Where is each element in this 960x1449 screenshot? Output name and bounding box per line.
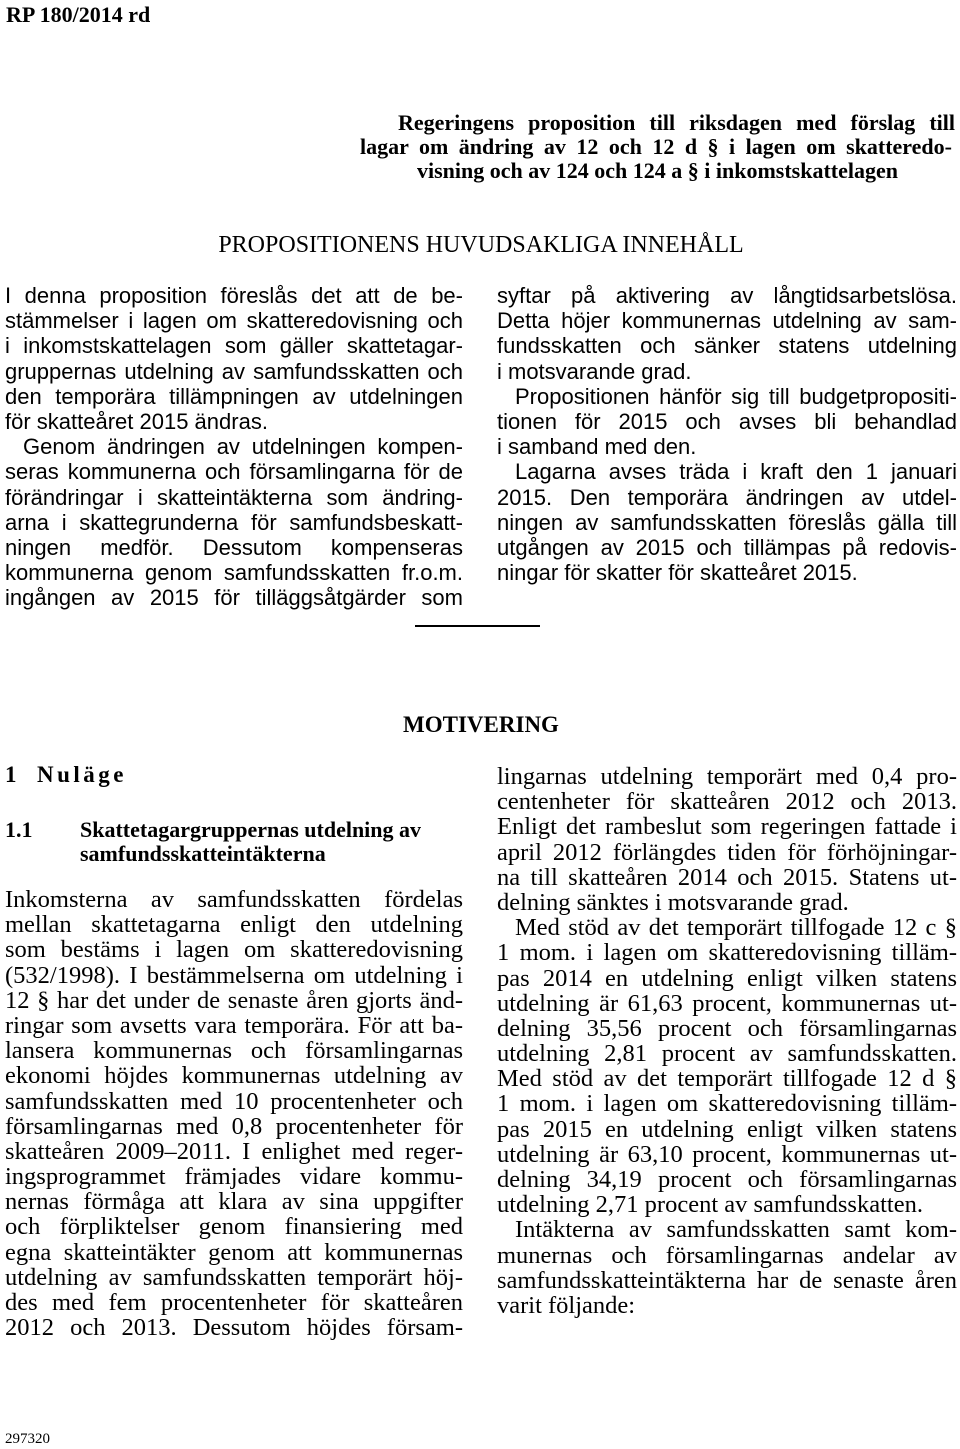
text-line: utgången av 2015 och tillämpas på redovis-	[497, 534, 957, 560]
paragraph	[497, 384, 957, 460]
text-line: samfundsskatteintäkterna har de senaste åren	[497, 1266, 957, 1294]
text-line: stämmelser i lagen om skatteredovisning och	[5, 308, 463, 334]
text-line: lansera kommunernas och församlingarnas	[5, 1037, 463, 1065]
text-line: Detta höjer kommunernas utdelning av sam-	[497, 308, 957, 334]
text-line: 2015. Den temporära ändringen av utdel-	[497, 484, 957, 510]
text-line: des med fem procentenheter för skatteåren	[5, 1289, 463, 1316]
paragraph	[497, 915, 957, 1217]
text-line: Lagarna avses träda i kraft den 1 januari	[515, 459, 957, 485]
text-line: Enligt det rambeslut som regeringen fattade i	[497, 813, 957, 841]
text-line: delning sänktes i motsvarande grad.	[497, 888, 849, 916]
motivation-right-column	[497, 764, 957, 1318]
text-line: 1 mom. i lagen om skatteredovisning tilläm-	[497, 939, 957, 967]
text-line: mellan skattetagarna enligt den utdelning	[5, 911, 463, 939]
text-line: syftar på aktivering av långtidsarbetslösa.	[497, 283, 957, 308]
text-line: I denna proposition föreslås det att de be-	[5, 283, 463, 308]
section-number: 1	[5, 762, 17, 787]
text-line: i samband med den.	[497, 434, 697, 460]
motivation-left-column	[5, 887, 463, 1340]
text-line: seras kommunerna och församlingarna för de	[5, 459, 463, 485]
text-line: kommunerna genom samfundsskatten fr.o.m.	[5, 560, 463, 586]
text-line: utdelning av samfundsskatten temporärt höj-	[5, 1263, 463, 1291]
text-line: förändringar i skatteintäkterna som ändring-	[5, 484, 463, 510]
text-line: arna i skattegrunderna för samfundsbeskatt-	[5, 509, 463, 535]
text-line: ningar för skatter för skatteåret 2015.	[497, 560, 858, 586]
text-line: varit följande:	[497, 1291, 636, 1319]
text-line: för skatteåret 2015 ändras.	[5, 408, 268, 434]
text-line: pas 2014 en utdelning enligt vilken statens	[497, 964, 957, 992]
text-line: 12 § har det under de senaste åren gjorts änd-	[5, 986, 463, 1014]
text-line: 2012 och 2013. Dessutom höjdes försam-	[5, 1314, 463, 1342]
text-line: utdelning är 63,10 procent, kommunernas ut-	[497, 1140, 957, 1168]
paragraph	[5, 283, 463, 434]
text-line: gruppernas utdelning av samfundsskatten och	[5, 358, 463, 384]
text-line: 1 mom. i lagen om skatteredovisning tilläm-	[497, 1090, 957, 1118]
text-line: ningen medför. Dessutom kompenseras	[5, 534, 463, 560]
text-line: Genom ändringen av utdelningen kompen-	[23, 434, 463, 460]
text-line: delning 34,19 procent och församlingarnas	[497, 1166, 957, 1193]
text-line: i inkomstskattelagen som gäller skattetagar-	[5, 333, 463, 359]
text-line: egna skatteintäkter genom att kommunernas	[5, 1238, 463, 1266]
text-line: utdelning 2,71 procent av samfundsskatten.	[497, 1191, 923, 1219]
text-line: Intäkterna av samfundsskatten samt kom-	[515, 1216, 957, 1244]
text-line: i motsvarande grad.	[497, 358, 692, 384]
text-line: lingarnas utdelning temporärt med 0,4 pro-	[497, 763, 957, 790]
text-line: tionen för 2015 och avses bli behandlad	[497, 408, 957, 434]
text-line: centenheter för skatteåren 2012 och 2013.	[497, 788, 957, 816]
title-line: visning och av 124 och 124 a § i inkomstskattelagen	[417, 158, 898, 183]
paragraph	[497, 764, 957, 915]
subsection-title-line: samfundsskatteintäkterna	[80, 841, 326, 866]
summary-right-column	[497, 283, 957, 585]
text-line: utdelning är 61,63 procent, kommunernas ut-	[497, 989, 957, 1017]
text-line: Med stöd av det temporärt tillfogade 12 d §	[497, 1065, 957, 1093]
title-line: Regeringens proposition till riksdagen med förslag till	[398, 110, 955, 135]
paragraph	[497, 283, 957, 384]
text-line: samfundsskatten med 10 procentenheter och	[5, 1087, 463, 1115]
text-line: och förpliktelser genom finansiering med	[5, 1213, 463, 1241]
text-line: Med stöd av det temporärt tillfogade 12 c §	[515, 914, 957, 942]
text-line: ningen av samfundsskatten föreslås gälla till	[497, 509, 957, 535]
paragraph	[5, 887, 463, 1340]
text-line: Inkomsterna av samfundsskatten fördelas	[5, 886, 463, 913]
section-title: Nuläge	[37, 762, 127, 787]
text-line: Propositionen hänför sig till budgetpropositi-	[515, 383, 957, 409]
text-line: nernas förmåga att klara av sina uppgifter	[5, 1188, 463, 1216]
paragraph	[497, 459, 957, 585]
text-line: utdelning 2,81 procent av samfundsskatten.	[497, 1040, 957, 1068]
subsection-title-line: Skattetagargruppernas utdelning av	[80, 817, 422, 842]
text-line: som bestäms i lagen om skatteredovisning	[5, 936, 463, 964]
paragraph	[497, 1217, 957, 1318]
footer-code: 297320	[5, 1431, 50, 1447]
text-line: ingsprogrammet främjades vidare kommu-	[5, 1163, 463, 1191]
text-line: april 2012 förlängdes tiden för förhöjningar-	[497, 838, 957, 866]
text-line: församlingarnas med 0,8 procentenheter för	[5, 1112, 463, 1140]
summary-heading: PROPOSITIONENS HUVUDSAKLIGA INNEHÅLL	[218, 232, 744, 258]
text-line: pas 2015 en utdelning enligt vilken statens	[497, 1115, 957, 1143]
text-line: fundsskatten och sänker statens utdelning	[497, 333, 957, 359]
paragraph	[5, 434, 463, 610]
text-line: ingången av 2015 för tilläggsåtgärder som	[5, 585, 463, 611]
subsection-number: 1.1	[5, 817, 33, 842]
text-line: ekonomi höjdes kommunernas utdelning av	[5, 1062, 463, 1090]
text-line: den temporära tillämpningen av utdelningen	[5, 383, 463, 409]
text-line: ringar som avsetts vara temporära. För att ba-	[5, 1011, 463, 1039]
text-line: delning 35,56 procent och församlingarnas	[497, 1014, 957, 1042]
separator-rule	[415, 625, 540, 627]
text-line: (532/1998). I bestämmelserna om utdelning i	[5, 961, 463, 989]
text-line: na till skatteåren 2014 och 2015. Statens ut-	[497, 863, 957, 891]
motivation-heading: MOTIVERING	[403, 712, 559, 737]
document-id: RP 180/2014 rd	[6, 2, 151, 27]
text-line: skatteåren 2009–2011. I enlighet med reger-	[5, 1137, 463, 1165]
title-line: lagar om ändring av 12 och 12 d § i lagen om skatteredo-	[360, 134, 952, 159]
summary-left-column	[5, 283, 463, 610]
text-line: munernas och församlingarnas andelar av	[497, 1241, 957, 1269]
